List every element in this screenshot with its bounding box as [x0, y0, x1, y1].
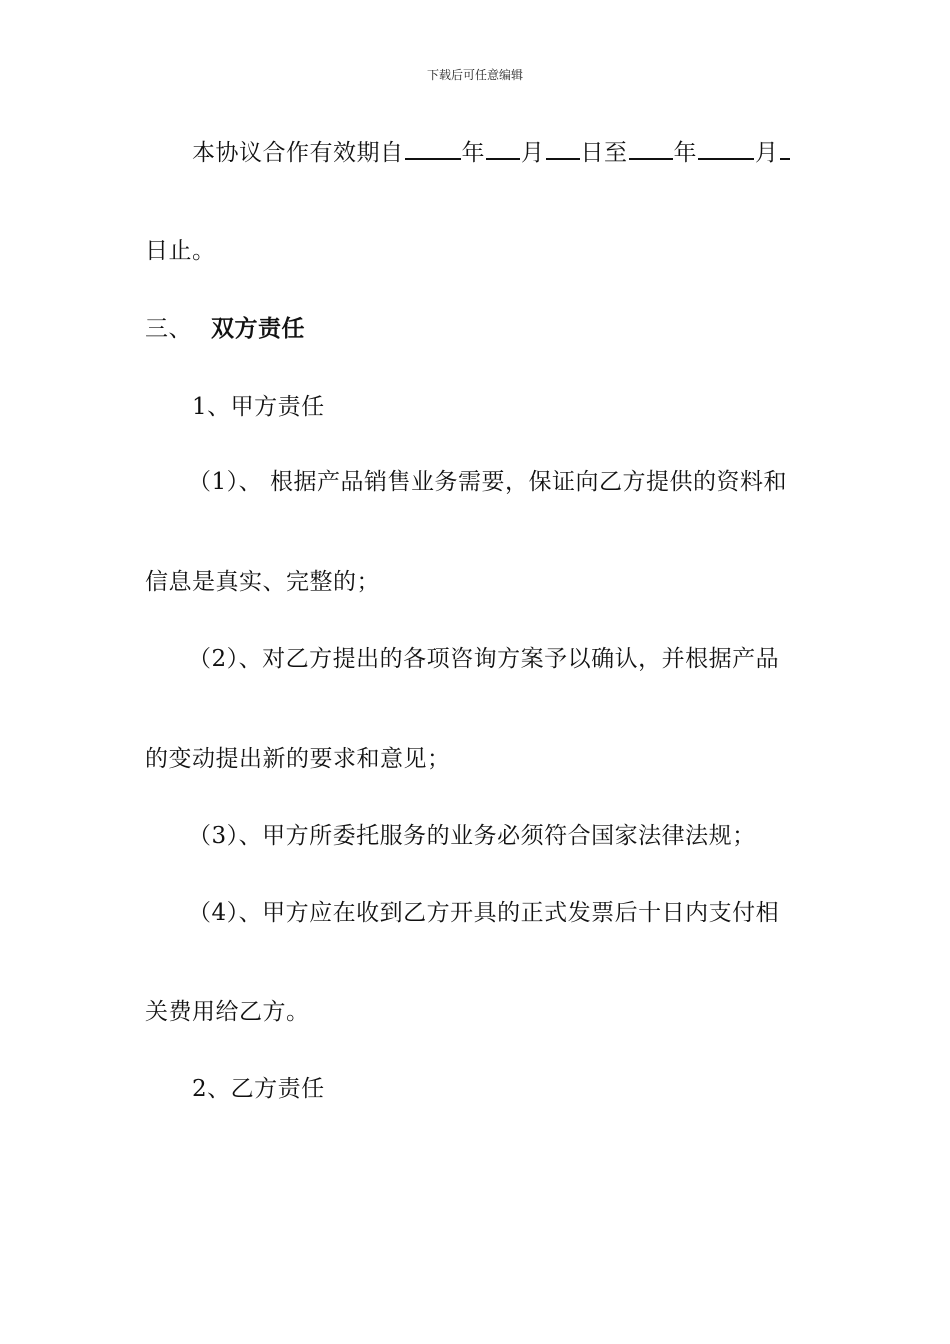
- party-a-item-1-line-2: 信息是真实、完整的；: [145, 569, 380, 595]
- year-blank-1: [405, 136, 461, 160]
- party-b-heading: 2、乙方责任: [192, 1076, 325, 1102]
- party-a-item-4-line-2: 关费用给乙方。: [145, 999, 310, 1025]
- term-month-2: 月: [755, 140, 779, 166]
- term-prefix: 本协议合作有效期自: [192, 140, 404, 166]
- agreement-term-end: 日止。: [145, 238, 216, 264]
- year-blank-2: [629, 136, 673, 160]
- party-a-item-2-line-2: 的变动提出新的要求和意见；: [145, 746, 451, 772]
- section-number: 三、: [145, 316, 192, 342]
- section-heading: [145, 314, 305, 344]
- party-a-item-1-line-1: （1）、 根据产品销售业务需要，保证向乙方提供的资料和: [188, 469, 787, 495]
- party-a-item-3-line-1: （3）、甲方所委托服务的业务必须符合国家法律法规；: [188, 823, 756, 849]
- section-title: 双方责任: [211, 315, 305, 342]
- party-a-heading: 1、甲方责任: [192, 394, 325, 420]
- party-a-item-2-line-1: （2）、对乙方提出的各项咨询方案予以确认，并根据产品: [188, 646, 780, 672]
- term-day-1: 日至: [580, 140, 628, 166]
- term-month-1: 月: [521, 140, 545, 166]
- day-blank-2: [780, 136, 790, 160]
- party-a-item-4-line-1: （4）、甲方应在收到乙方开具的正式发票后十日内支付相: [188, 900, 780, 926]
- month-blank-2: [698, 136, 754, 160]
- day-blank-1: [546, 136, 580, 160]
- header-note: 下载后可任意编辑: [426, 68, 523, 82]
- term-year-2: 年: [673, 140, 697, 166]
- month-blank-1: [486, 136, 520, 160]
- term-year-1: 年: [461, 140, 485, 166]
- agreement-term-line: [192, 136, 791, 168]
